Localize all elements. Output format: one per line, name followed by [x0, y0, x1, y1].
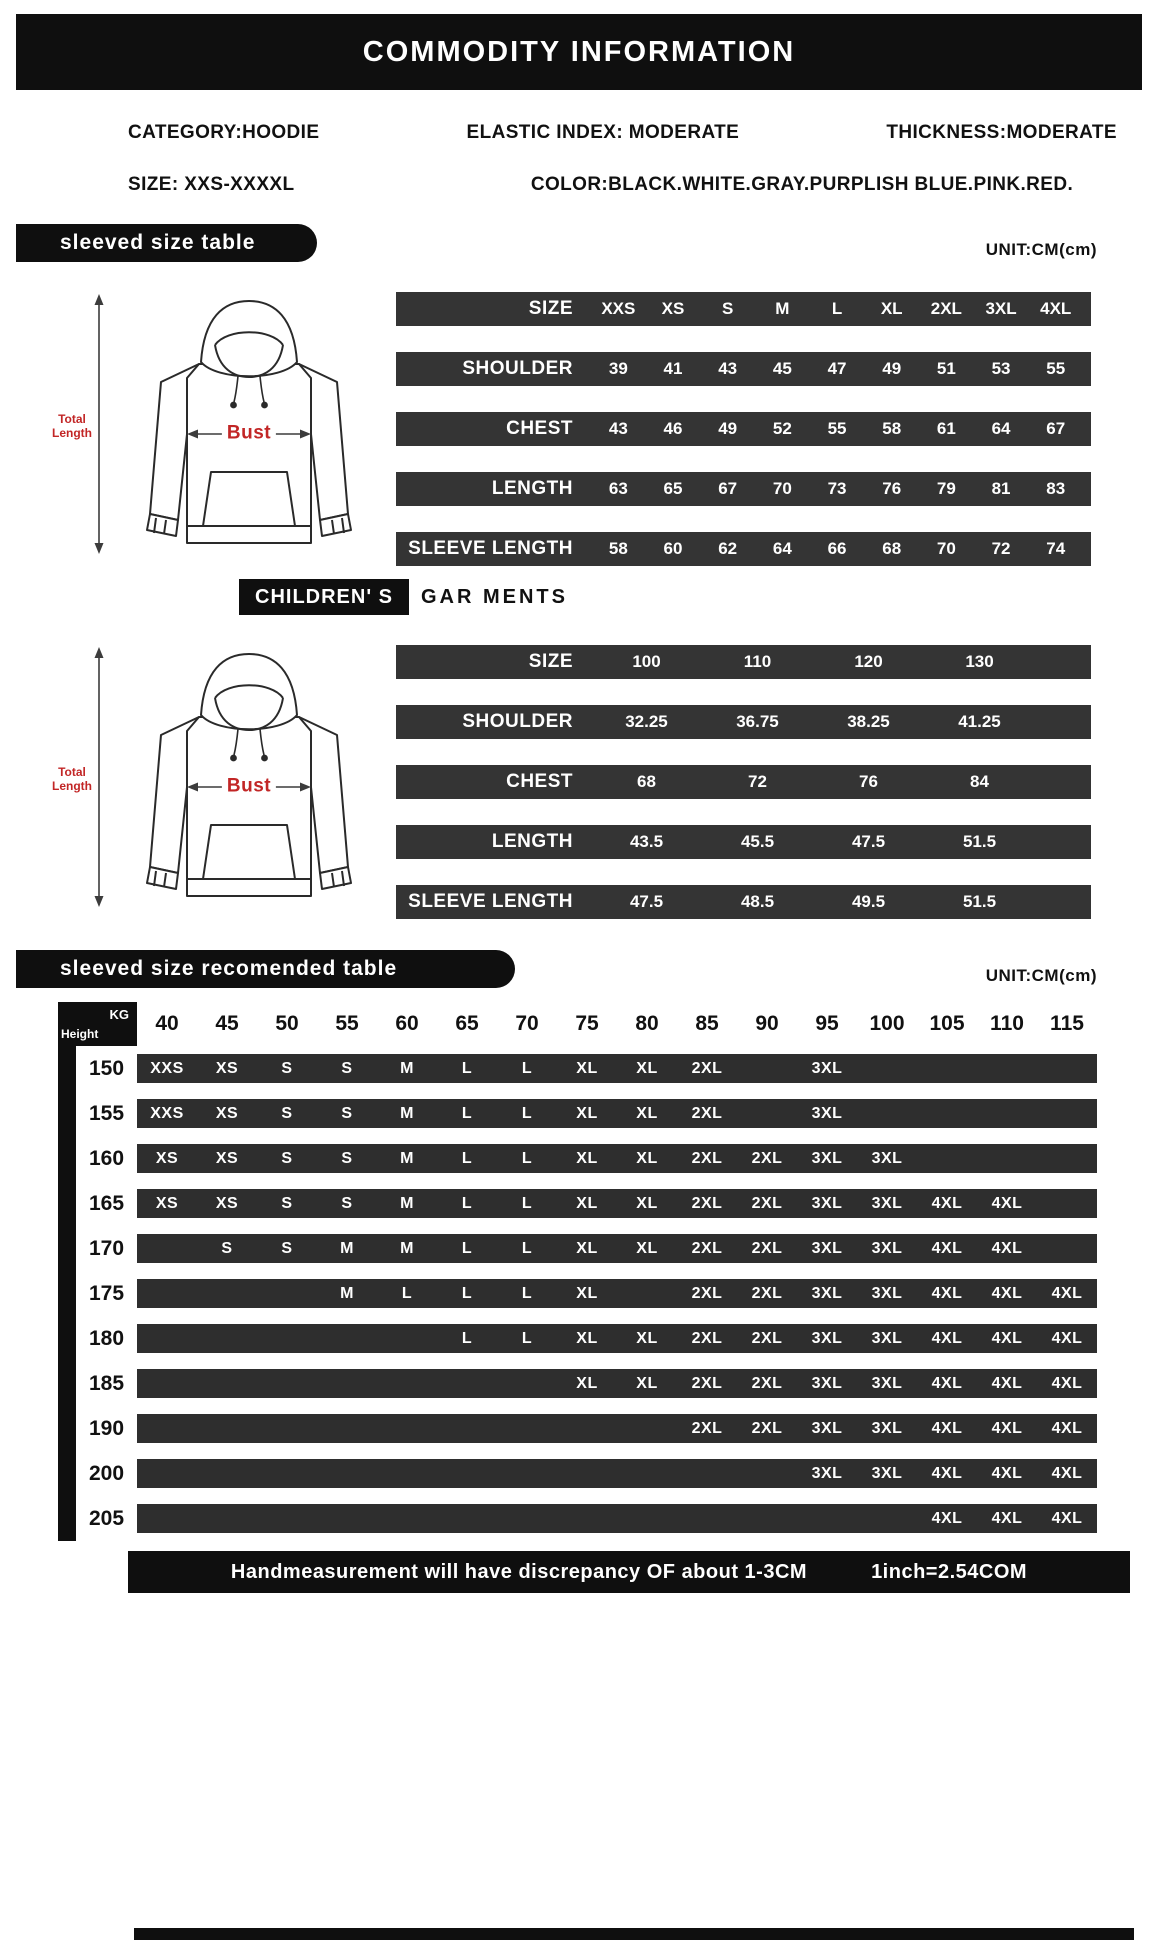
adult-section-head — [16, 224, 1097, 262]
size-cell: 49.5 — [851, 892, 886, 911]
matrix-cell: L — [461, 1194, 473, 1212]
matrix-cell: XL — [636, 1104, 658, 1122]
matrix-cell: XS — [215, 1104, 239, 1122]
matrix-row-bar — [137, 1459, 1097, 1488]
matrix-cell: M — [340, 1284, 354, 1302]
matrix-cell: S — [281, 1104, 293, 1122]
matrix-cell: M — [400, 1194, 414, 1212]
matrix-cell: L — [461, 1239, 473, 1257]
size-cell: L — [831, 299, 843, 318]
size-cell: 64 — [772, 539, 792, 558]
size-cell: 51.5 — [962, 892, 997, 911]
matrix-cell: XL — [576, 1239, 598, 1257]
size-cell: XL — [880, 299, 903, 318]
matrix-cell: S — [341, 1149, 353, 1167]
size-row-label: CHEST — [506, 771, 573, 792]
matrix-cell: XS — [215, 1149, 239, 1167]
size-cell: 51.5 — [962, 832, 997, 851]
adult-hoodie-diagram — [49, 284, 396, 569]
height-value: 180 — [88, 1326, 125, 1350]
size-cell: 68 — [637, 772, 656, 791]
size-cell: 74 — [1046, 539, 1066, 558]
matrix-cell: XL — [576, 1329, 598, 1347]
size-row-sleeve-length — [396, 885, 1091, 919]
matrix-cell: 4XL — [931, 1329, 963, 1347]
children-hoodie-diagram — [49, 637, 396, 922]
matrix-row-bar — [137, 1189, 1097, 1218]
category-text: CATEGORY:HOODIE — [128, 122, 320, 143]
size-cell: 100 — [632, 652, 661, 671]
matrix-cell: XL — [576, 1194, 598, 1212]
matrix-cell: 3XL — [871, 1149, 903, 1167]
thickness-text: THICKNESS:MODERATE — [886, 122, 1117, 143]
size-cell: 81 — [991, 479, 1011, 498]
matrix-cell: L — [461, 1149, 473, 1167]
matrix-cell: XL — [576, 1059, 598, 1077]
weight-header: 105 — [929, 1012, 965, 1035]
matrix-cell: 4XL — [931, 1464, 963, 1482]
size-cell: 48.5 — [740, 892, 775, 911]
size-cell: 43.5 — [629, 832, 664, 851]
product-info-row-2 — [128, 174, 1098, 196]
weight-header: 90 — [755, 1012, 779, 1035]
height-value: 205 — [88, 1506, 125, 1530]
childrens-pill: CHILDREN' S — [239, 579, 409, 615]
matrix-cell: 4XL — [931, 1509, 963, 1527]
matrix-row-170 — [58, 1226, 1097, 1271]
matrix-row-185 — [58, 1361, 1097, 1406]
kg-label: KG — [109, 1007, 129, 1022]
page-title: COMMODITY INFORMATION — [362, 35, 796, 68]
bust-label: Bust — [222, 776, 276, 798]
matrix-cell: S — [341, 1104, 353, 1122]
total-length-label: Total Length — [52, 765, 92, 794]
size-cell: M — [775, 299, 790, 318]
size-row-sleeve-length — [396, 532, 1091, 566]
size-row-size — [396, 292, 1091, 326]
matrix-cell: 4XL — [991, 1194, 1023, 1212]
matrix-cell: XL — [576, 1149, 598, 1167]
size-row-values — [573, 359, 1091, 379]
product-info-row-1 — [128, 122, 1117, 144]
matrix-cell: 4XL — [1051, 1284, 1083, 1302]
matrix-cell: 3XL — [871, 1329, 903, 1347]
size-row-label: LENGTH — [491, 478, 573, 499]
size-row-length — [396, 825, 1091, 859]
size-cell: 64 — [991, 419, 1011, 438]
size-cell: 110 — [743, 652, 772, 671]
matrix-cell: 4XL — [991, 1329, 1023, 1347]
matrix-cell: 2XL — [691, 1329, 723, 1347]
matrix-cell: 3XL — [811, 1464, 843, 1482]
total-length-label: Total Length — [52, 412, 92, 441]
matrix-row-155 — [58, 1091, 1097, 1136]
size-cell: 32.25 — [625, 712, 668, 731]
height-value: 150 — [88, 1056, 125, 1080]
children-size-section — [49, 637, 1091, 922]
matrix-cell: XL — [636, 1149, 658, 1167]
size-row-label: SHOULDER — [462, 358, 573, 379]
size-cell: 84 — [970, 772, 989, 791]
matrix-cell: 3XL — [871, 1419, 903, 1437]
size-cell: 43 — [718, 359, 738, 378]
matrix-cell: S — [281, 1059, 293, 1077]
size-row-label: SHOULDER — [462, 711, 573, 732]
weight-header: 95 — [815, 1012, 839, 1035]
weight-header: 110 — [990, 1012, 1024, 1035]
matrix-cell: 3XL — [871, 1464, 903, 1482]
matrix-cell: 2XL — [751, 1374, 783, 1392]
recommend-section-head — [16, 950, 1097, 988]
matrix-cell: 3XL — [811, 1059, 843, 1077]
size-cell: 49 — [718, 419, 738, 438]
matrix-cell: XL — [636, 1374, 658, 1392]
matrix-cell: 2XL — [751, 1329, 783, 1347]
matrix-cell: 4XL — [1051, 1509, 1083, 1527]
matrix-row-bar — [137, 1099, 1097, 1128]
matrix-cell: L — [461, 1329, 473, 1347]
matrix-cell: L — [521, 1149, 533, 1167]
measurement-note-bar — [128, 1551, 1130, 1593]
matrix-cell: XS — [155, 1194, 179, 1212]
unit-label-adult: UNIT:CM(cm) — [985, 240, 1097, 259]
size-row-shoulder — [396, 352, 1091, 386]
matrix-cell: 4XL — [931, 1374, 963, 1392]
matrix-cell: 4XL — [931, 1419, 963, 1437]
matrix-cell: 4XL — [931, 1284, 963, 1302]
matrix-cell: XXS — [150, 1104, 184, 1122]
height-label: Height — [61, 1027, 99, 1041]
size-row-label: CHEST — [506, 418, 573, 439]
size-cell: S — [722, 299, 734, 318]
size-cell: 49 — [882, 359, 902, 378]
weight-header: 80 — [635, 1012, 659, 1035]
size-row-shoulder — [396, 705, 1091, 739]
matrix-cell: 3XL — [811, 1194, 843, 1212]
matrix-cell: S — [281, 1194, 293, 1212]
size-cell: 43 — [608, 419, 628, 438]
weight-header: 60 — [395, 1012, 419, 1035]
matrix-cell: M — [400, 1104, 414, 1122]
height-value: 165 — [88, 1191, 125, 1215]
height-value: 175 — [88, 1281, 125, 1305]
size-cell: 68 — [882, 539, 902, 558]
size-cell: 62 — [718, 539, 738, 558]
matrix-cell: M — [400, 1239, 414, 1257]
matrix-cell: XL — [636, 1329, 658, 1347]
height-value: 190 — [88, 1416, 125, 1440]
matrix-cell: 4XL — [991, 1464, 1023, 1482]
size-row-values — [573, 419, 1091, 439]
matrix-row-bar — [137, 1234, 1097, 1263]
matrix-cell: 3XL — [811, 1419, 843, 1437]
matrix-row-bar — [137, 1504, 1097, 1533]
matrix-weight-headers — [137, 1002, 1097, 1046]
matrix-cell: XL — [576, 1374, 598, 1392]
size-cell: 70 — [936, 539, 956, 558]
matrix-body — [58, 1046, 1097, 1541]
size-cell: 4XL — [1040, 299, 1072, 318]
matrix-cell: XL — [636, 1059, 658, 1077]
size-cell: 72 — [748, 772, 767, 791]
size-cell: XXS — [601, 299, 636, 318]
size-row-size — [396, 645, 1091, 679]
matrix-cell: 4XL — [991, 1419, 1023, 1437]
matrix-row-bar — [137, 1054, 1097, 1083]
size-cell: 66 — [827, 539, 847, 558]
size-row-values — [573, 892, 1091, 912]
size-row-values — [573, 479, 1091, 499]
matrix-cell: L — [521, 1059, 533, 1077]
matrix-row-175 — [58, 1271, 1097, 1316]
matrix-row-bar — [137, 1324, 1097, 1353]
discrepancy-note: Handmeasurement will have discrepancy OF about 1-3CM — [230, 1560, 808, 1583]
size-cell: 58 — [608, 539, 628, 558]
height-value: 155 — [88, 1101, 125, 1125]
matrix-cell: 2XL — [751, 1149, 783, 1167]
size-row-values — [573, 299, 1091, 319]
size-cell: 73 — [827, 479, 847, 498]
matrix-cell: XL — [576, 1104, 598, 1122]
matrix-cell: XL — [636, 1194, 658, 1212]
size-cell: 3XL — [985, 299, 1017, 318]
bust-label: Bust — [222, 423, 276, 445]
size-row-chest — [396, 765, 1091, 799]
size-cell: 41.25 — [958, 712, 1001, 731]
size-cell: 79 — [936, 479, 956, 498]
matrix-cell: 2XL — [751, 1239, 783, 1257]
size-cell: 2XL — [930, 299, 962, 318]
weight-header: 70 — [515, 1012, 539, 1035]
matrix-row-bar — [137, 1369, 1097, 1398]
size-cell: 53 — [991, 359, 1011, 378]
size-cell: 38.25 — [847, 712, 890, 731]
weight-header: 100 — [869, 1012, 905, 1035]
size-row-label: SLEEVE LENGTH — [408, 891, 573, 912]
matrix-cell: L — [521, 1104, 533, 1122]
matrix-cell: S — [341, 1059, 353, 1077]
matrix-cell: 2XL — [751, 1194, 783, 1212]
sleeved-size-table-pill: sleeved size table — [16, 224, 317, 262]
matrix-cell: 2XL — [691, 1059, 723, 1077]
size-cell: 83 — [1046, 479, 1066, 498]
size-cell: 67 — [1046, 419, 1066, 438]
weight-header: 40 — [155, 1012, 179, 1035]
matrix-cell: 3XL — [811, 1239, 843, 1257]
size-row-label: SIZE — [528, 298, 573, 319]
matrix-cell: 4XL — [1051, 1374, 1083, 1392]
matrix-cell: S — [221, 1239, 233, 1257]
matrix-row-180 — [58, 1316, 1097, 1361]
size-cell: 58 — [882, 419, 902, 438]
matrix-cell: 2XL — [691, 1104, 723, 1122]
matrix-cell: 4XL — [991, 1509, 1023, 1527]
matrix-cell: L — [521, 1239, 533, 1257]
matrix-row-165 — [58, 1181, 1097, 1226]
size-cell: 76 — [882, 479, 902, 498]
size-cell: XS — [661, 299, 685, 318]
matrix-cell: L — [401, 1284, 413, 1302]
weight-header: 75 — [575, 1012, 599, 1035]
matrix-row-bar — [137, 1279, 1097, 1308]
size-row-length — [396, 472, 1091, 506]
adult-size-table — [396, 292, 1091, 569]
elastic-index-text: ELASTIC INDEX: MODERATE — [466, 122, 740, 143]
matrix-cell: 4XL — [1051, 1464, 1083, 1482]
matrix-cell: 2XL — [751, 1419, 783, 1437]
size-cell: 47 — [827, 359, 847, 378]
height-value: 170 — [88, 1236, 125, 1260]
matrix-row-150 — [58, 1046, 1097, 1091]
matrix-cell: 3XL — [871, 1284, 903, 1302]
matrix-cell: 2XL — [691, 1194, 723, 1212]
size-cell: 120 — [854, 652, 883, 671]
matrix-cell: 4XL — [991, 1239, 1023, 1257]
colors-text: COLOR:BLACK.WHITE.GRAY.PURPLISH BLUE.PINK.RED. — [530, 174, 1074, 195]
size-cell: 46 — [663, 419, 683, 438]
matrix-cell: 3XL — [871, 1194, 903, 1212]
matrix-row-190 — [58, 1406, 1097, 1451]
size-row-label: LENGTH — [491, 831, 573, 852]
size-cell: 65 — [663, 479, 683, 498]
matrix-cell: 2XL — [691, 1374, 723, 1392]
matrix-cell: XL — [576, 1284, 598, 1302]
size-cell: 52 — [772, 419, 792, 438]
bottom-divider-bar — [134, 1928, 1134, 1940]
size-cell: 47.5 — [629, 892, 664, 911]
size-row-label: SLEEVE LENGTH — [408, 538, 573, 559]
matrix-cell: 3XL — [811, 1104, 843, 1122]
matrix-cell: 4XL — [991, 1374, 1023, 1392]
height-value: 200 — [88, 1461, 125, 1485]
size-row-label: SIZE — [528, 651, 573, 672]
matrix-cell: 4XL — [1051, 1419, 1083, 1437]
size-cell: 60 — [663, 539, 683, 558]
matrix-cell: 2XL — [691, 1239, 723, 1257]
size-cell: 55 — [827, 419, 847, 438]
size-cell: 67 — [718, 479, 738, 498]
matrix-header-row — [58, 1002, 1097, 1046]
weight-header: 85 — [695, 1012, 719, 1035]
size-row-values — [573, 652, 1091, 672]
size-cell: 39 — [608, 359, 628, 378]
matrix-cell: M — [340, 1239, 354, 1257]
matrix-cell: L — [521, 1329, 533, 1347]
matrix-corner-cell — [58, 1002, 137, 1046]
size-cell: 130 — [965, 652, 994, 671]
children-garments-heading — [239, 579, 1158, 615]
children-size-table — [396, 645, 1091, 922]
size-row-values — [573, 712, 1091, 732]
unit-label-recommend: UNIT:CM(cm) — [985, 966, 1097, 985]
size-cell: 55 — [1046, 359, 1066, 378]
matrix-cell: 4XL — [931, 1239, 963, 1257]
size-row-values — [573, 832, 1091, 852]
matrix-cell: L — [461, 1059, 473, 1077]
garments-text: GAR MENTS — [420, 585, 568, 608]
weight-header: 45 — [215, 1012, 239, 1035]
size-cell: 70 — [772, 479, 792, 498]
matrix-cell: L — [521, 1194, 533, 1212]
size-row-values — [573, 539, 1091, 559]
matrix-cell: L — [521, 1284, 533, 1302]
matrix-cell: XS — [215, 1194, 239, 1212]
matrix-cell: 4XL — [1051, 1329, 1083, 1347]
size-cell: 61 — [936, 419, 956, 438]
size-cell: 45 — [772, 359, 792, 378]
height-value: 185 — [88, 1371, 125, 1395]
matrix-cell: XXS — [150, 1059, 184, 1077]
size-cell: 63 — [608, 479, 628, 498]
matrix-row-205 — [58, 1496, 1097, 1541]
matrix-cell: S — [341, 1194, 353, 1212]
matrix-cell: 2XL — [691, 1419, 723, 1437]
matrix-cell: S — [281, 1149, 293, 1167]
weight-header: 115 — [1050, 1012, 1084, 1035]
size-range-text: SIZE: XXS-XXXXL — [128, 174, 295, 195]
weight-header: 50 — [275, 1012, 299, 1035]
matrix-cell: 3XL — [871, 1239, 903, 1257]
size-row-chest — [396, 412, 1091, 446]
matrix-cell: 3XL — [871, 1374, 903, 1392]
matrix-row-bar — [137, 1414, 1097, 1443]
matrix-cell: S — [281, 1239, 293, 1257]
matrix-cell: 3XL — [811, 1149, 843, 1167]
inch-conversion-note: 1inch=2.54COM — [871, 1560, 1028, 1583]
size-cell: 51 — [936, 359, 956, 378]
size-row-values — [573, 772, 1091, 792]
size-cell: 41 — [663, 359, 683, 378]
recommended-table-pill: sleeved size recomended table — [16, 950, 515, 988]
matrix-cell: XL — [636, 1239, 658, 1257]
size-cell: 76 — [859, 772, 878, 791]
size-cell: 72 — [991, 539, 1011, 558]
size-cell: 36.75 — [736, 712, 779, 731]
commodity-information-header — [16, 14, 1142, 90]
weight-header: 65 — [455, 1012, 479, 1035]
matrix-cell: 2XL — [691, 1149, 723, 1167]
matrix-cell: M — [400, 1059, 414, 1077]
matrix-cell: 3XL — [811, 1329, 843, 1347]
size-cell: 45.5 — [740, 832, 775, 851]
matrix-cell: 3XL — [811, 1374, 843, 1392]
matrix-cell: 4XL — [931, 1194, 963, 1212]
matrix-cell: 2XL — [751, 1284, 783, 1302]
height-value: 160 — [88, 1146, 125, 1170]
matrix-cell: XS — [155, 1149, 179, 1167]
matrix-cell: 4XL — [991, 1284, 1023, 1302]
matrix-cell: L — [461, 1284, 473, 1302]
matrix-cell: XS — [215, 1059, 239, 1077]
matrix-cell: M — [400, 1149, 414, 1167]
size-recommendation-matrix — [58, 1002, 1097, 1541]
matrix-cell: 2XL — [691, 1284, 723, 1302]
weight-header: 55 — [335, 1012, 359, 1035]
matrix-row-160 — [58, 1136, 1097, 1181]
matrix-cell: L — [461, 1104, 473, 1122]
size-cell: 47.5 — [851, 832, 886, 851]
adult-size-section — [49, 284, 1091, 569]
matrix-row-200 — [58, 1451, 1097, 1496]
matrix-row-bar — [137, 1144, 1097, 1173]
matrix-cell: 3XL — [811, 1284, 843, 1302]
